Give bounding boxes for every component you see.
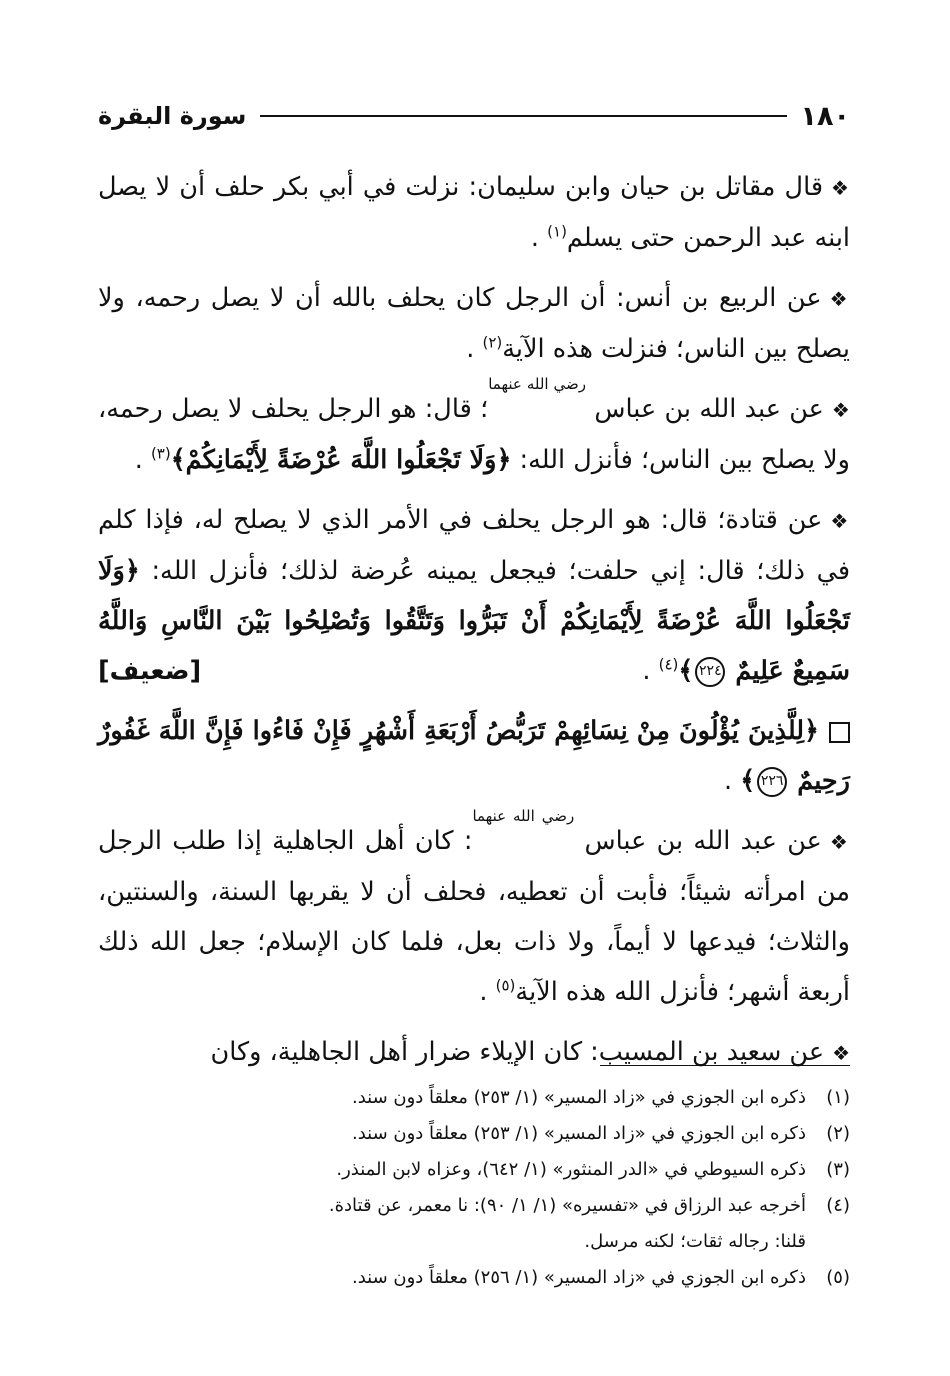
paragraph-ibn-abbas-2	[98, 807, 850, 1017]
header-rule	[260, 115, 786, 117]
bullet-icon: ❖	[829, 287, 850, 311]
surah-title: سورة البقرة	[98, 102, 247, 130]
footnote-ref[interactable]: (٤)	[658, 655, 679, 674]
paragraph-text: : كان أهل الجاهلية إذا طلب الرجل من امرأته شيئاً؛ فأبت أن تعطيه، فحلف أن لا يقربها السنة، والسنتين، والثلاث؛ فيدعها لا أيماً، ولا ذات بعل، فلما كان الإسلام؛ جعل الله ذلك أربعة أشهر؛ فأنزل الله هذه الآية	[98, 826, 850, 1007]
quran-verse: ﴿لِلَّذِينَ يُؤْلُونَ مِنْ نِسَائِهِمْ تَرَبُّصُ أَرْبَعَةِ أَشْهُرٍ فَإِنْ فَاءُوا فَإِنَّ اللَّهَ غَفُورٌ رَحِيمٌ	[98, 716, 850, 796]
period: .	[642, 656, 651, 686]
quran-quote-end: ﴾	[740, 766, 756, 796]
period: .	[134, 445, 143, 475]
bullet-icon: ❖	[831, 398, 851, 422]
footnote-number: (٣)	[826, 1159, 850, 1180]
paragraph-text: عن قتادة؛ قال: هو الرجل يحلف في الأمر الذي لا يصلح له، فإذا كلم في ذلك؛ قال: إني حلفت؛ فيجعل يمينه عُرضة لذلك؛ فأنزل الله:	[98, 505, 851, 586]
verse-number-marker: ٢٢٦	[757, 767, 787, 797]
square-box-icon	[829, 722, 850, 743]
footnote-text: ذكره السيوطي في «الدر المنثور» (١/ ٦٤٢)، وعزاه لابن المنذر.	[336, 1159, 806, 1180]
footnote-text: ذكره ابن الجوزي في «زاد المسير» (١/ ٢٥٦) معلقاً دون سند.	[351, 1267, 806, 1288]
footnote-item	[98, 1080, 850, 1116]
paragraph-qatada	[98, 495, 850, 696]
footnote-continuation: قلنا: رجاله ثقات؛ لكنه مرسل.	[584, 1231, 806, 1252]
footnote-item	[98, 1152, 850, 1188]
paragraph-text: عن الربيع بن أنس: أن الرجل كان يحلف بالله أن لا يصل رحمه، ولا يصلح بين الناس؛ فنزلت هذه الآية	[98, 283, 850, 364]
bullet-icon: ❖	[830, 509, 850, 533]
footnote-ref[interactable]: (١)	[547, 222, 567, 241]
footnote-number: (١)	[826, 1087, 850, 1108]
paragraph-text: عن عبد الله بن عباس	[584, 826, 822, 856]
footnote-ref[interactable]: (٢)	[482, 333, 503, 352]
quran-quote: ﴿وَلَا تَجْعَلُوا اللَّهَ عُرْضَةً لِأَيْمَانِكُمْ﴾	[170, 445, 512, 475]
footnote-ref[interactable]: (٣)	[150, 444, 171, 463]
footnote-text: ذكره ابن الجوزي في «زاد المسير» (١/ ٢٥٣) معلقاً دون سند.	[351, 1087, 806, 1108]
footnote-number: (٢)	[826, 1123, 850, 1144]
footnotes-section	[98, 1080, 850, 1296]
page-header	[98, 96, 850, 136]
paragraph-said	[98, 1027, 850, 1078]
paragraph-text: قال مقاتل بن حيان وابن سليمان: نزلت في أبي بكر حلف أن لا يصل ابنه عبد الرحمن حتى يسلم	[98, 172, 850, 253]
footnote-item	[98, 1260, 850, 1296]
honorific-glyph: رضي الله عنهما	[472, 807, 575, 825]
paragraph-text: ؛ قال: هو الرجل يحلف لا يصل رحمه، ولا يصلح بين الناس؛ فأنزل الله:	[98, 394, 850, 475]
paragraph-rabi	[98, 273, 850, 374]
hadith-grade-label: [ضعيف]	[98, 656, 202, 686]
honorific-glyph: رضي الله عنهما	[488, 375, 587, 393]
paragraph-text: عن سعيد بن المسيب: كان الإيلاء ضرار أهل الجاهلية، وكان	[210, 1037, 825, 1067]
quran-quote: ﴿وَلَا تَجْعَلُوا اللَّهَ عُرْضَةً لِأَيْمَانِكُمْ أَنْ تَبَرُّوا وَتَتَّقُوا وَتُصْلِحُوا بَيْنَ النَّاسِ وَاللَّهُ سَمِيعٌ عَلِيمٌ	[98, 556, 850, 686]
footnote-number: (٥)	[826, 1267, 850, 1288]
period: .	[479, 977, 488, 1007]
footnote-ref[interactable]: (٥)	[495, 976, 516, 995]
bullet-icon: ❖	[829, 830, 850, 854]
bullet-icon: ❖	[831, 176, 850, 200]
footnote-text: ذكره ابن الجوزي في «زاد المسير» (١/ ٢٥٣) معلقاً دون سند.	[351, 1123, 806, 1144]
period: .	[723, 766, 733, 796]
verse-heading	[98, 706, 850, 806]
period: .	[466, 334, 475, 364]
footnote-number: (٤)	[826, 1195, 850, 1216]
period: .	[530, 223, 540, 253]
page-number: ١٨٠	[800, 100, 850, 132]
paragraph-text: عن عبد الله بن عباس	[594, 394, 824, 424]
footnote-item	[98, 1116, 850, 1152]
bullet-icon: ❖	[832, 1041, 850, 1065]
paragraph-muqatil	[98, 162, 850, 263]
verse-number-marker: ٢٢٤	[695, 657, 725, 687]
paragraph-ibn-abbas-1	[98, 375, 851, 485]
footnote-text: أخرجه عبد الرزاق في «تفسيره» (١/ ١/ ٩٠): نا معمر، عن قتادة.	[328, 1195, 806, 1216]
footnote-divider	[600, 1065, 850, 1066]
main-text	[98, 162, 850, 1088]
quran-quote-end: ﴾	[678, 656, 694, 686]
footnote-item	[98, 1188, 850, 1224]
